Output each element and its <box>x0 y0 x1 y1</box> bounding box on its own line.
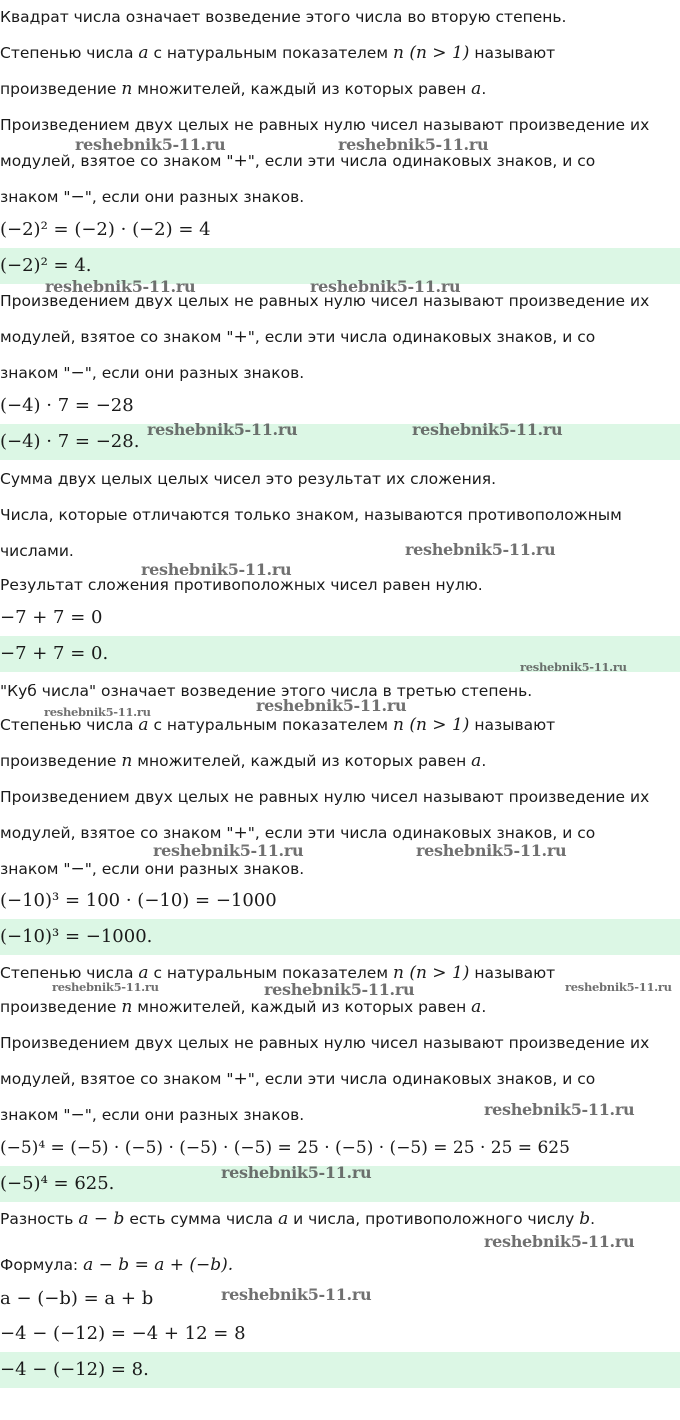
formula-1: (−2)² = (−2) · (−2) = 4 <box>0 219 211 240</box>
text-degree-definition: Степенью числа a с натуральным показателем n (n > 1) называют <box>0 715 556 735</box>
answer-7: −4 − (−12) = 8. <box>0 1352 680 1388</box>
watermark: reshebnik5-11.ru <box>45 277 196 296</box>
answer-5: (−5)⁴ = 625. <box>0 1166 680 1202</box>
text-degree-definition: Степенью числа a с натуральным показателем n (n > 1) называют <box>0 43 556 63</box>
watermark: reshebnik5-11.ru <box>416 841 567 860</box>
text-multiplication-rule-2: модулей, взятое со знаком "+", если эти числа одинаковых знаков, и со <box>0 151 596 171</box>
text-multiplication-rule-1: Произведением двух целых не равных нулю чисел называют произведение их <box>0 788 650 806</box>
text-multiplication-rule-3: знаком "−", если они разных знаков. <box>0 859 305 879</box>
text-opposite-definition-1: Числа, которые отличаются только знаком, называются противоположным <box>0 506 622 524</box>
text-multiplication-rule-3: знаком "−", если они разных знаков. <box>0 187 305 207</box>
watermark: reshebnik5-11.ru <box>221 1285 372 1304</box>
watermark: reshebnik5-11.ru <box>405 540 556 559</box>
text-difference-definition: Разность a − b есть сумма числа a и числа, противоположного числу b. <box>0 1209 596 1229</box>
watermark: reshebnik5-11.ru <box>338 135 489 154</box>
watermark: reshebnik5-11.ru <box>412 420 563 439</box>
text-opposite-definition-2: числами. <box>0 542 74 560</box>
text-multiplication-rule-2: модулей, взятое со знаком "+", если эти числа одинаковых знаков, и со <box>0 823 596 843</box>
formula-2: (−4) · 7 = −28 <box>0 395 134 416</box>
watermark: reshebnik5-11.ru <box>264 980 415 999</box>
text-multiplication-rule-2: модулей, взятое со знаком "+", если эти числа одинаковых знаков, и со <box>0 1069 596 1089</box>
watermark: reshebnik5-11.ru <box>484 1232 635 1251</box>
text-multiplication-rule-1: Произведением двух целых не равных нулю чисел называют произведение их <box>0 116 650 134</box>
text-multiplication-rule-3: знаком "−", если они разных знаков. <box>0 363 305 383</box>
text-product-definition: произведение n множителей, каждый из которых равен a. <box>0 79 487 99</box>
watermark: reshebnik5-11.ru <box>153 841 304 860</box>
watermark: reshebnik5-11.ru <box>256 696 407 715</box>
watermark: reshebnik5-11.ru <box>221 1163 372 1182</box>
text-opposite-sum-rule: Результат сложения противоположных чисел равен нулю. <box>0 576 483 594</box>
formula-5: (−5)⁴ = (−5) · (−5) · (−5) · (−5) = 25 · (−5) · (−5) = 25 · 25 = 625 <box>0 1138 570 1158</box>
text-product-definition: произведение n множителей, каждый из которых равен a. <box>0 997 487 1017</box>
watermark: reshebnik5-11.ru <box>141 560 292 579</box>
text-multiplication-rule-1: Произведением двух целых не равных нулю чисел называют произведение их <box>0 292 650 310</box>
text-cube-definition: "Куб числа" означает возведение этого числа в третью степень. <box>0 682 533 700</box>
formula-4: (−10)³ = 100 · (−10) = −1000 <box>0 890 277 911</box>
text-formula: Формула: a − b = a + (−b). <box>0 1255 234 1275</box>
formula-3: −7 + 7 = 0 <box>0 607 103 628</box>
answer-3: −7 + 7 = 0. <box>0 636 680 672</box>
watermark: reshebnik5-11.ru <box>52 980 159 994</box>
answer-4: (−10)³ = −1000. <box>0 919 680 955</box>
text-square-definition: Квадрат числа означает возведение этого числа во вторую степень. <box>0 8 567 26</box>
formula-6: a − (−b) = a + b <box>0 1288 154 1309</box>
text-multiplication-rule-3: знаком "−", если они разных знаков. <box>0 1105 305 1125</box>
watermark: reshebnik5-11.ru <box>44 705 151 719</box>
formula-7: −4 − (−12) = −4 + 12 = 8 <box>0 1323 246 1344</box>
text-degree-definition: Степенью числа a с натуральным показателем n (n > 1) называют <box>0 963 556 983</box>
watermark: reshebnik5-11.ru <box>147 420 298 439</box>
watermark: reshebnik5-11.ru <box>75 135 226 154</box>
answer-2: (−4) · 7 = −28. <box>0 424 680 460</box>
watermark: reshebnik5-11.ru <box>520 660 627 674</box>
watermark: reshebnik5-11.ru <box>484 1100 635 1119</box>
answer-1: (−2)² = 4. <box>0 248 680 284</box>
text-product-definition: произведение n множителей, каждый из которых равен a. <box>0 751 487 771</box>
text-multiplication-rule-1: Произведением двух целых не равных нулю чисел называют произведение их <box>0 1034 650 1052</box>
watermark: reshebnik5-11.ru <box>310 277 461 296</box>
text-sum-definition: Сумма двух целых целых чисел это результат их сложения. <box>0 470 497 488</box>
text-multiplication-rule-2: модулей, взятое со знаком "+", если эти числа одинаковых знаков, и со <box>0 327 596 347</box>
watermark: reshebnik5-11.ru <box>565 980 672 994</box>
